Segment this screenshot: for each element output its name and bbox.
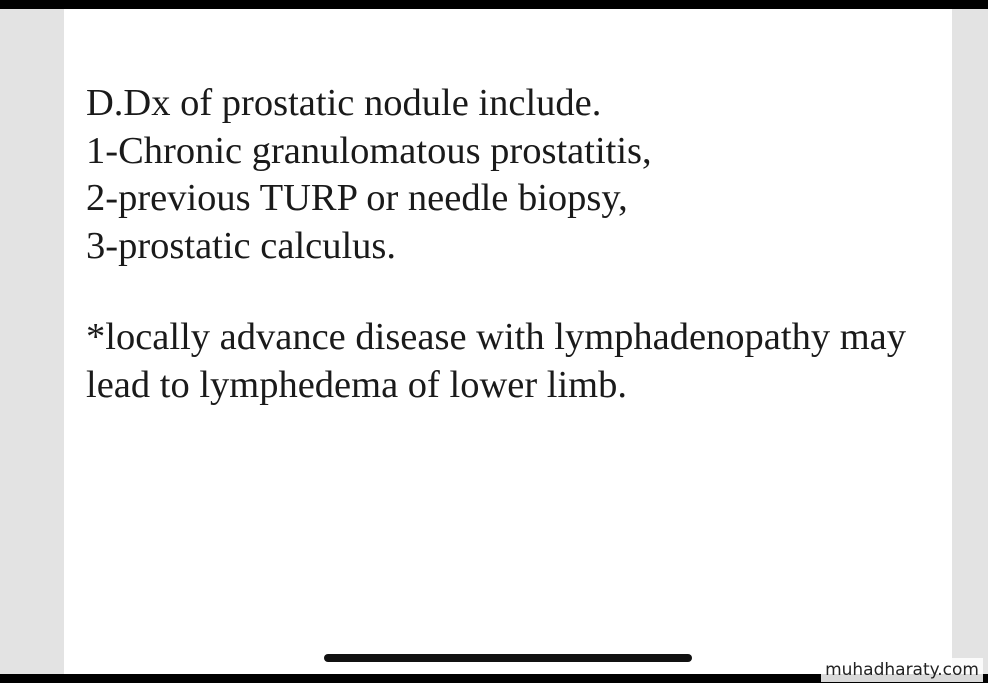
note-line-1: *locally advance disease with lymphadenopathy may [86, 316, 907, 358]
document-text [86, 80, 946, 409]
document-page [64, 9, 952, 674]
list-item-2: 2-previous TURP or needle biopsy, [86, 177, 628, 219]
note-line-2: lead to lymphedema of lower limb. [86, 363, 627, 406]
top-black-border [0, 0, 988, 9]
watermark-text: muhadharaty.com [821, 658, 983, 682]
list-item-1: 1-Chronic granulomatous prostatitis, [86, 129, 652, 172]
home-indicator-bar[interactable] [324, 654, 692, 662]
list-item-3: 3-prostatic calculus. [86, 224, 397, 267]
heading-line: D.Dx of prostatic nodule include. [86, 82, 602, 124]
paragraph-gap [86, 270, 946, 314]
